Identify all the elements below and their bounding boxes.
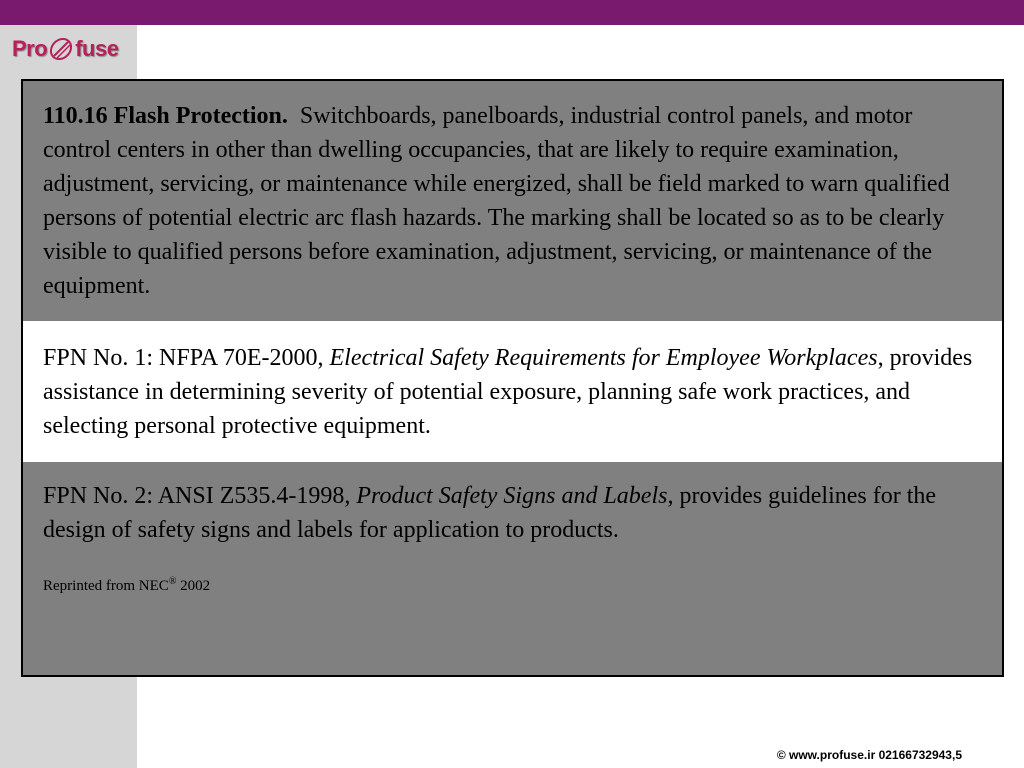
- section-heading: 110.16 Flash Protection.: [43, 103, 288, 129]
- profuse-logo: [12, 32, 118, 66]
- logo-text-pro: Pro: [12, 36, 48, 61]
- footer-copyright: © www.profuse.ir 02166732943,5: [776, 748, 962, 762]
- section-fpn-1: [23, 321, 1002, 462]
- fuse-icon: [48, 36, 74, 62]
- section-fpn-2: [23, 479, 1002, 547]
- code-excerpt-box: [21, 79, 1004, 677]
- reprint-text: Reprinted from NEC: [43, 578, 169, 594]
- fpn2-prefix: FPN No. 2: ANSI Z535.4-1998,: [43, 483, 357, 509]
- fpn2-title: Product Safety Signs and Labels: [356, 483, 668, 509]
- section-body: Switchboards, panelboards, industrial control panels, and motor control centers in other than dwelling occupancies, that are likely to require examination, adjustment, servicing, or maintenance while energized, shall be field marked to warn qualified persons of potential electric arc flash hazards. The marking shall be located so as to be clearly visible to qualified persons before examination, adjustment, servicing, or maintenance of the equipment.: [43, 103, 950, 299]
- top-banner: [0, 0, 1024, 25]
- reprint-year: 2002: [176, 578, 211, 594]
- fpn1-suffix: , provides assistance in determining severity of potential exposure, planning safe work practices, and selecting personal protective equipment.: [43, 345, 973, 439]
- registered-mark: ®: [168, 576, 177, 587]
- reprint-note: [43, 578, 210, 595]
- logo-text-fuse: fuse: [75, 36, 119, 61]
- fpn2-suffix: , provides guidelines for the design of safety signs and labels for application to products.: [43, 483, 937, 543]
- fpn1-prefix: FPN No. 1: NFPA 70E-2000,: [43, 345, 330, 371]
- fpn1-title: Electrical Safety Requirements for Employee Workplaces: [329, 345, 878, 371]
- section-flash-protection: [23, 99, 1002, 303]
